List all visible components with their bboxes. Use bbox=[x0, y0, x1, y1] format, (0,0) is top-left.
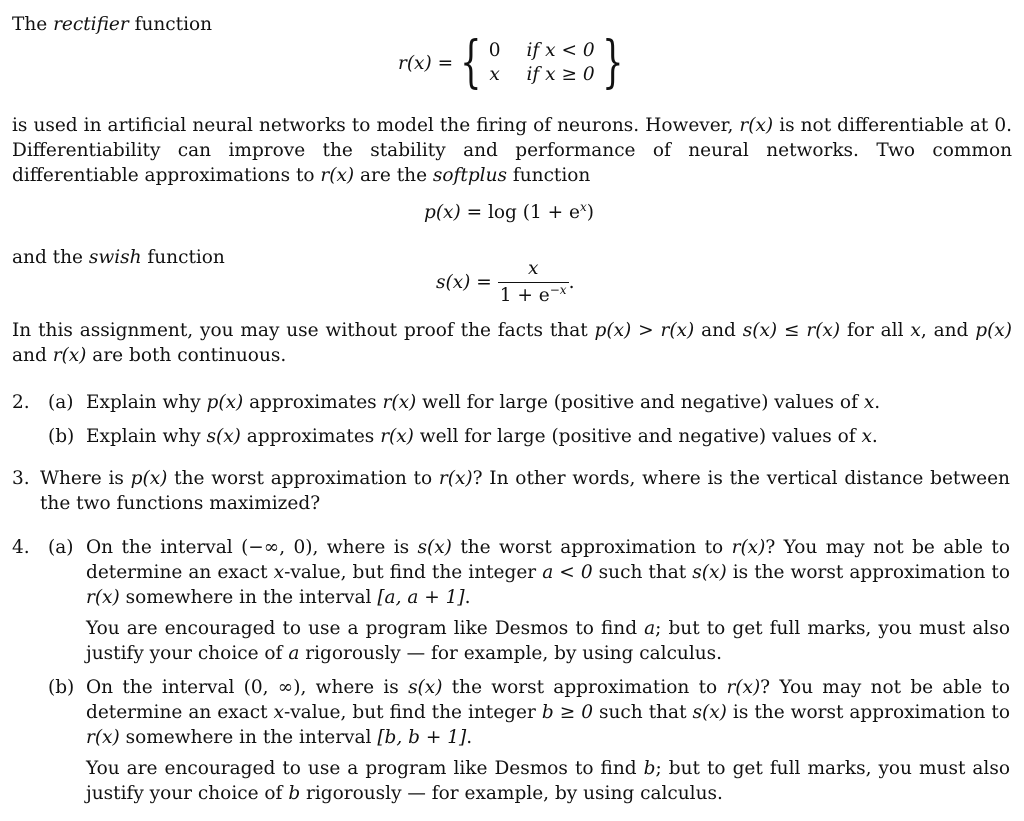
q4b-l2b: -value, but find the integer bbox=[283, 702, 536, 723]
case2-value: x bbox=[489, 64, 500, 85]
softplus-rhs: log (1 + e bbox=[487, 202, 580, 223]
swish-and-the: and the bbox=[12, 247, 83, 268]
q4a-rx2: r(x) bbox=[86, 587, 120, 608]
q4b-l2a: determine an exact bbox=[86, 702, 268, 723]
q2a-text: Explain why p(x) approximates r(x) well for large (positive and negative) values of x. bbox=[86, 392, 881, 413]
swish-numerator: x bbox=[527, 258, 539, 279]
q4b-l1c: the worst approximation to bbox=[451, 677, 718, 698]
q4b-p2l1a: You are encouraged to use a program like Desmos to find bbox=[86, 758, 637, 779]
q4a-var2: a bbox=[288, 643, 300, 664]
case1-condition: if x < 0 bbox=[526, 40, 595, 61]
q4a-xv: x bbox=[273, 562, 285, 583]
swish-den-base: 1 + e bbox=[499, 285, 550, 306]
q4a-note bbox=[86, 616, 1010, 666]
q4b-p2l2b: rigorously — for example, by using calculus. bbox=[306, 783, 723, 804]
q4b-var: b bbox=[643, 758, 656, 779]
q4a-label: (a) bbox=[48, 537, 74, 558]
q4a-int2: [a, a + 1] bbox=[377, 587, 465, 608]
q2b-x: x bbox=[861, 426, 872, 447]
swish-term: swish bbox=[88, 247, 142, 268]
q4a-text bbox=[86, 535, 1010, 610]
q4a-p2l2b: rigorously — for example, by using calculus. bbox=[305, 643, 723, 664]
p1-l3c: function bbox=[512, 165, 591, 186]
p2-ineq1: p(x) > r(x) bbox=[594, 320, 695, 341]
swish-denominator bbox=[498, 282, 569, 307]
p1-l1b: is not differentiable at 0. bbox=[779, 115, 1012, 136]
q4b-l2c: such that bbox=[599, 702, 687, 723]
paragraph-1 bbox=[12, 113, 1012, 188]
swish-period: . bbox=[568, 272, 575, 293]
q2b-rx: r(x) bbox=[380, 426, 414, 447]
q3-t1: Where is bbox=[40, 468, 124, 489]
q2a-t1: Explain why bbox=[86, 392, 201, 413]
p1-rx: r(x) bbox=[739, 115, 774, 136]
swish-function: function bbox=[147, 247, 225, 268]
softplus-exp: x bbox=[579, 200, 587, 214]
q3-text bbox=[40, 466, 1010, 516]
left-brace: { bbox=[460, 30, 482, 95]
case1-value: 0 bbox=[488, 40, 501, 61]
q4a-p2l2a: justify your choice of bbox=[86, 643, 283, 664]
q2a-rx: r(x) bbox=[382, 392, 417, 413]
p2-x: x bbox=[910, 320, 921, 341]
q4b-sx: s(x) bbox=[408, 677, 443, 698]
p2-e: and bbox=[12, 345, 47, 366]
p1-l1a: is used in artificial neural networks to model the firing of neurons. However, bbox=[12, 115, 734, 136]
q4-number: 4. bbox=[12, 537, 30, 558]
intro-function: function bbox=[134, 14, 213, 35]
p2-px: p(x) bbox=[975, 320, 1012, 341]
q4b-l2d: is the worst approximation to bbox=[732, 702, 1010, 723]
p2-f: are both continuous. bbox=[92, 345, 287, 366]
q4b-p2l2a: justify your choice of bbox=[86, 783, 283, 804]
question-3 bbox=[12, 466, 1012, 518]
q2b-t2: approximates bbox=[246, 426, 375, 447]
p1-rx2: r(x) bbox=[320, 165, 355, 186]
question-4 bbox=[12, 535, 1012, 815]
rectifier-lhs: r(x) = bbox=[398, 52, 454, 74]
softplus-term: softplus bbox=[432, 165, 507, 186]
q4b-rx: r(x) bbox=[726, 677, 761, 698]
q4b-cond: b ≥ 0 bbox=[541, 702, 593, 723]
p2-b: and bbox=[701, 320, 736, 341]
q4b-interval: (0, ∞) bbox=[243, 677, 301, 698]
softplus-close: ) bbox=[586, 202, 594, 223]
p1-l2: Differentiability can improve the stability and performance of neural networks. Two common differentiable bbox=[12, 140, 1012, 186]
q2a-label: (a) bbox=[48, 392, 74, 413]
q4a-l3a: somewhere in the interval bbox=[125, 587, 372, 608]
q3-px: p(x) bbox=[130, 468, 168, 489]
q4a-p2l1a: You are encouraged to use a program like Desmos to find bbox=[86, 618, 638, 639]
rectifier-equation bbox=[398, 30, 630, 95]
q2b-text: Explain why s(x) approximates r(x) well for large (positive and negative) values of x. bbox=[86, 426, 878, 447]
q2-number: 2. bbox=[12, 392, 30, 413]
q4a-sx: s(x) bbox=[417, 537, 452, 558]
q4a-l1b: , where is bbox=[312, 537, 410, 558]
q3-t3: ? In other words, where is the vertical distance between bbox=[472, 468, 1010, 489]
q4a-l2c: such that bbox=[598, 562, 687, 583]
q4b-rx2: r(x) bbox=[86, 727, 120, 748]
q2b-sx: s(x) bbox=[206, 426, 241, 447]
q2b-t1: Explain why bbox=[86, 426, 201, 447]
p1-l3a: approximations to bbox=[144, 165, 315, 186]
q4a-l2a: determine an exact bbox=[86, 562, 268, 583]
q4a-interval: (−∞, 0) bbox=[241, 537, 313, 558]
q4b-l1a: On the interval bbox=[86, 677, 235, 698]
case2-condition: if x ≥ 0 bbox=[526, 64, 595, 85]
q2a-t3: well for large (positive and negative) values of bbox=[422, 392, 858, 413]
q4b-var2: b bbox=[288, 783, 301, 804]
p2-c: for all bbox=[846, 320, 904, 341]
q4b-sx2: s(x) bbox=[692, 702, 727, 723]
q4b-note bbox=[86, 756, 1010, 806]
q2b-t3: well for large (positive and negative) values of bbox=[419, 426, 856, 447]
intro-the: The bbox=[12, 14, 48, 35]
q2a-px: p(x) bbox=[206, 392, 244, 413]
swish-equation bbox=[436, 258, 574, 307]
rectifier-term: rectifier bbox=[53, 14, 129, 35]
q3-t2: the worst approximation to bbox=[174, 468, 433, 489]
q4a-l3b: . bbox=[464, 587, 471, 608]
q4a-cond: a < 0 bbox=[542, 562, 593, 583]
p1-l3b: are the bbox=[360, 165, 428, 186]
p2-rx: r(x) bbox=[52, 345, 87, 366]
swish-fraction bbox=[498, 258, 569, 307]
q4a-var: a bbox=[644, 618, 656, 639]
q3-rx: r(x) bbox=[438, 468, 473, 489]
q4a-sx2: s(x) bbox=[692, 562, 727, 583]
swish-den-exp: −x bbox=[549, 283, 567, 297]
q4a-l1c: the worst approximation to bbox=[460, 537, 724, 558]
p2-a: In this assignment, you may use without proof the facts that bbox=[12, 320, 588, 341]
q4a-l1d: ? You may not be able to bbox=[765, 537, 1010, 558]
p2-d: , and bbox=[920, 320, 969, 341]
q4a-p2l1b: ; but to get full marks, you must also bbox=[655, 618, 1010, 639]
question-2 bbox=[12, 390, 1012, 447]
q4a-rx: r(x) bbox=[731, 537, 766, 558]
q4b-l3a: somewhere in the interval bbox=[125, 727, 372, 748]
q4b-l1b: , where is bbox=[300, 677, 399, 698]
q4b-l1d: ? You may not be able to bbox=[760, 677, 1010, 698]
q4a-l2b: -value, but find the integer bbox=[284, 562, 537, 583]
softplus-lhs: p(x) = bbox=[424, 202, 488, 223]
q4b-l3b: . bbox=[466, 727, 473, 748]
softplus-equation bbox=[424, 200, 594, 225]
q4a-l1a: On the interval bbox=[86, 537, 233, 558]
right-brace: } bbox=[601, 30, 624, 95]
q4a-l2d: is the worst approximation to bbox=[732, 562, 1010, 583]
q4b-label: (b) bbox=[48, 677, 75, 698]
p2-ineq2: s(x) ≤ r(x) bbox=[742, 320, 841, 341]
swish-lhs: s(x) = bbox=[436, 272, 492, 293]
q3-number: 3. bbox=[12, 468, 30, 489]
q4b-p2l1b: ; but to get full marks, you must also bbox=[655, 758, 1010, 779]
q2a-t2: approximates bbox=[249, 392, 377, 413]
rectifier-cases bbox=[489, 39, 595, 87]
q4b-xv: x bbox=[273, 702, 284, 723]
q4b-int2: [b, b + 1] bbox=[377, 727, 467, 748]
q4b-text bbox=[86, 675, 1010, 750]
q3-t4: the two functions maximized? bbox=[40, 493, 321, 514]
q2a-x: x bbox=[863, 392, 875, 413]
q2b-label: (b) bbox=[48, 426, 75, 447]
paragraph-2 bbox=[12, 318, 1012, 368]
intro-line bbox=[12, 12, 1012, 37]
